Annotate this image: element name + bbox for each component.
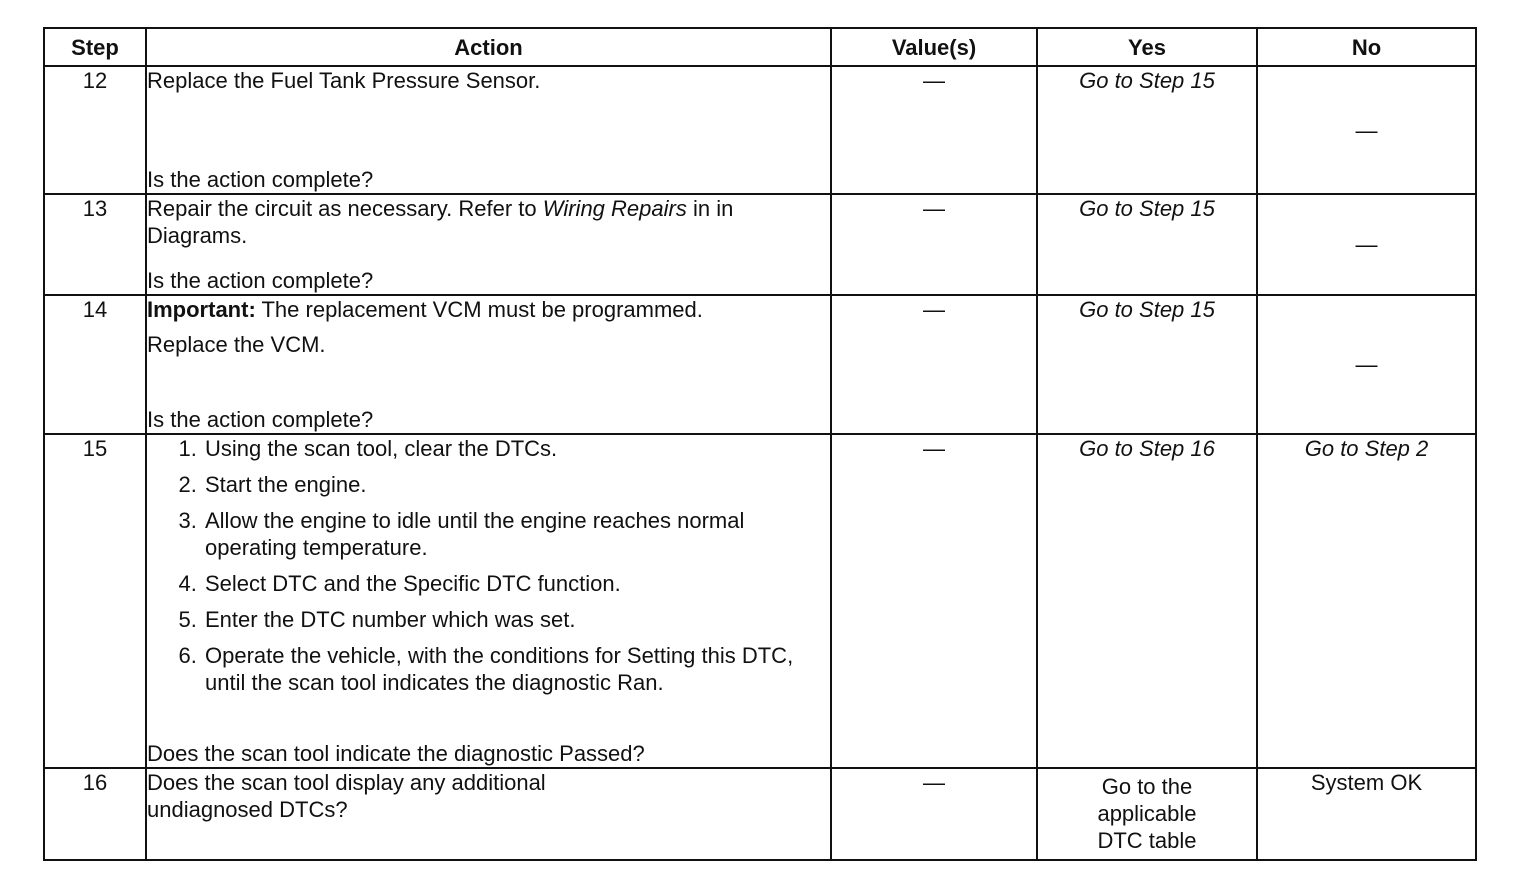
action-cell	[146, 434, 831, 768]
action-question: Is the action complete?	[147, 167, 374, 192]
yes-goto: Go to Step 15	[1079, 196, 1215, 221]
no-dash: —	[1355, 117, 1378, 143]
header-row	[44, 28, 1476, 66]
table-row-step-13	[44, 194, 1476, 295]
wiring-repairs-reference: Wiring Repairs	[542, 196, 687, 221]
step-number: 14	[44, 295, 146, 434]
value-dash: —	[923, 68, 945, 93]
important-note: Important: The replacement VCM must be programmed.	[147, 297, 703, 322]
action-text: Replace the Fuel Tank Pressure Sensor.	[147, 68, 541, 93]
list-item: 4. Select DTC and the Specific DTC function.	[203, 570, 830, 597]
no-dash: —	[1355, 232, 1378, 257]
no-cell	[1257, 768, 1476, 860]
step-number: 16	[44, 768, 146, 860]
yes-cell	[1037, 434, 1257, 768]
action-cell	[146, 66, 831, 194]
action-question: Is the action complete?	[147, 407, 374, 432]
diagnostic-table-container	[43, 27, 1475, 861]
list-item: 2. Start the engine.	[203, 471, 830, 498]
value-dash: —	[923, 297, 945, 322]
value-cell	[831, 194, 1037, 295]
header-action: Action	[146, 28, 831, 66]
no-cell	[1257, 66, 1476, 194]
diagnostic-table	[43, 27, 1477, 861]
action-cell	[146, 295, 831, 434]
step-number: 12	[44, 66, 146, 194]
header-no: No	[1257, 28, 1476, 66]
list-item: 6. Operate the vehicle, with the conditions for Setting this DTC, until the scan tool indicates the diagnostic Ran.	[203, 642, 830, 696]
value-dash: —	[923, 196, 945, 221]
yes-cell	[1037, 768, 1257, 860]
important-label: Important:	[147, 297, 256, 322]
no-cell	[1257, 295, 1476, 434]
value-cell	[831, 66, 1037, 194]
value-cell	[831, 295, 1037, 434]
table-row-step-14	[44, 295, 1476, 434]
yes-goto: Go to Step 15	[1079, 68, 1215, 93]
no-dash: —	[1355, 352, 1378, 377]
procedure-list	[147, 435, 830, 705]
no-cell	[1257, 194, 1476, 295]
yes-cell	[1037, 194, 1257, 295]
step-number: 15	[44, 434, 146, 768]
value-dash: —	[923, 770, 945, 795]
list-item: 3. Allow the engine to idle until the engine reaches normal operating temperature.	[203, 507, 830, 561]
table-row-step-15	[44, 434, 1476, 768]
table-row-step-12	[44, 66, 1476, 194]
no-cell	[1257, 434, 1476, 768]
header-step: Step	[44, 28, 146, 66]
list-item: 5. Enter the DTC number which was set.	[203, 606, 830, 633]
table-row-step-16	[44, 768, 1476, 860]
yes-goto: Go to Step 15	[1079, 297, 1215, 322]
yes-cell	[1037, 295, 1257, 434]
value-cell	[831, 434, 1037, 768]
value-dash: —	[923, 436, 945, 461]
yes-goto: Go to the applicable DTC table	[1097, 774, 1197, 853]
action-text: Replace the VCM.	[147, 332, 326, 357]
action-text: Repair the circuit as necessary. Refer to Wiring Repairs in in Diagrams.	[147, 196, 734, 248]
action-question: Does the scan tool display any additional undiagnosed DTCs?	[147, 770, 546, 822]
yes-goto: Go to Step 16	[1079, 436, 1215, 461]
action-cell	[146, 194, 831, 295]
no-result: System OK	[1310, 770, 1423, 795]
action-cell	[146, 768, 831, 860]
header-yes: Yes	[1037, 28, 1257, 66]
action-question: Is the action complete?	[147, 268, 374, 293]
list-item: 1. Using the scan tool, clear the DTCs.	[203, 435, 830, 462]
step-number: 13	[44, 194, 146, 295]
yes-cell	[1037, 66, 1257, 194]
action-question: Does the scan tool indicate the diagnostic Passed?	[147, 741, 645, 766]
value-cell	[831, 768, 1037, 860]
header-values: Value(s)	[831, 28, 1037, 66]
no-goto: Go to Step 2	[1304, 436, 1429, 461]
